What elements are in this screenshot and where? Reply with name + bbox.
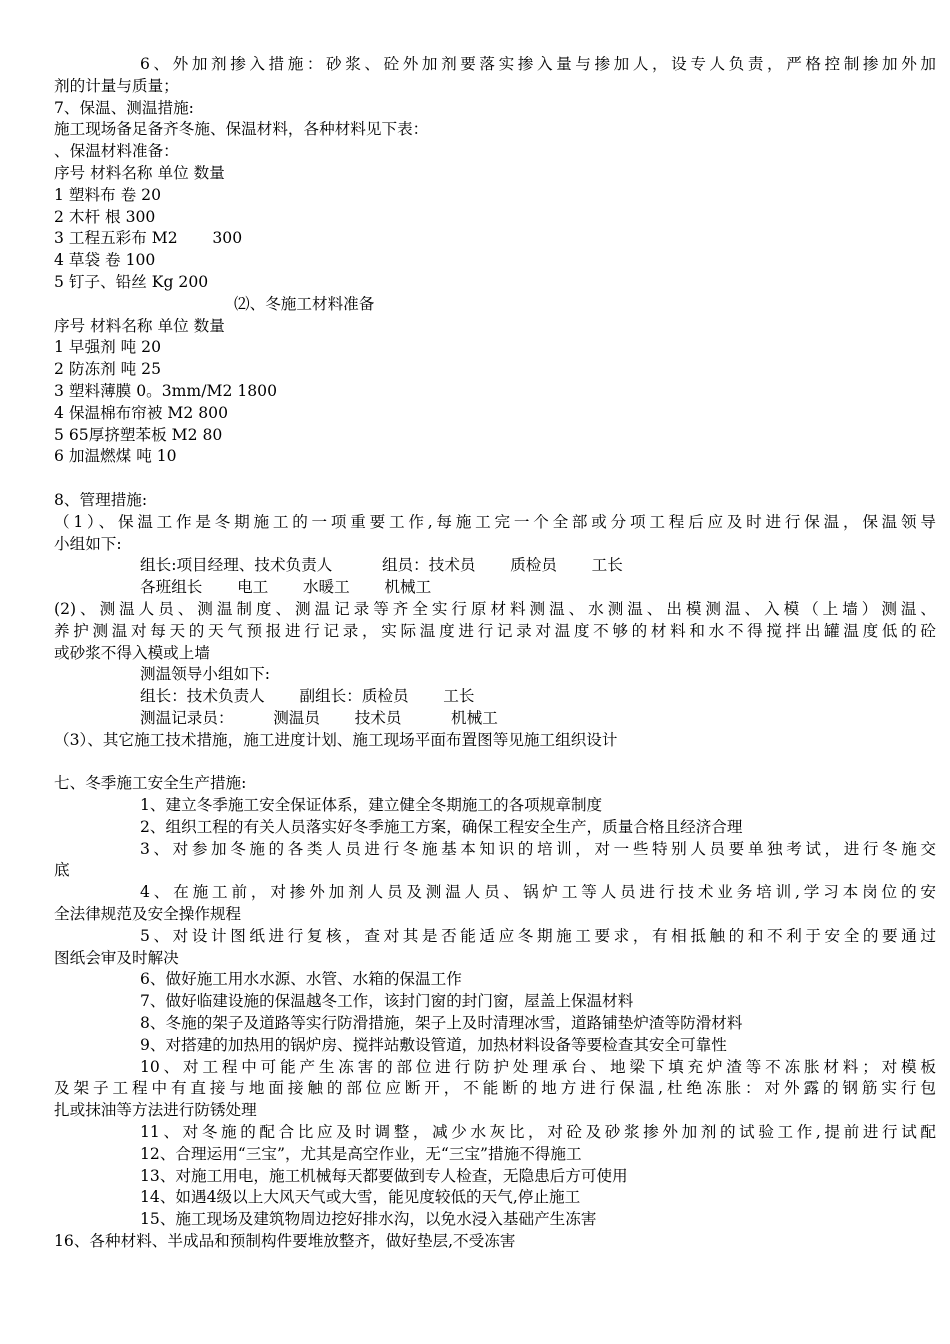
text-line: 2 木杆 根 300 <box>54 207 156 226</box>
text-line: 图纸会审及时解决 <box>54 948 179 967</box>
text-line: 序号 材料名称 单位 数量 <box>54 316 225 335</box>
text-line: 全法律规范及安全操作规程 <box>54 905 242 924</box>
text-line: 6、做好施工用水水源、水管、水箱的保温工作 <box>140 970 462 989</box>
text-line: 7、做好临建设施的保温越冬工作，该封门窗的封门窗，屋盖上保温材料 <box>140 992 634 1011</box>
text-line: 施工现场备足备齐冬施、保温材料，各种材料见下表： <box>54 120 429 139</box>
text-line: 或砂浆不得入模或上墙 <box>54 643 210 662</box>
text-line: 测温记录员： 测温员 技术员 机械工 <box>140 708 498 727</box>
text-line: 2、组织工程的有关人员落实好冬季施工方案，确保工程安全生产，质量合格且经济合理 <box>140 817 743 836</box>
text-line: 14、如遇4级以上大风天气或大雪，能见度较低的天气,停止施工 <box>140 1188 581 1207</box>
text-line: 11、对冬施的配合比应及时调整，减少水灰比，对砼及砂浆掺外加剂的试验工作,提前进行试配 <box>140 1123 936 1142</box>
text-line: 3、对参加冬施的各类人员进行冬施基本知识的培训，对一些特别人员要单独考试，进行冬施交 <box>140 839 936 858</box>
text-line: 2 防冻剂 吨 25 <box>54 360 162 379</box>
text-line: 5、对设计图纸进行复核，查对其是否能适应冬期施工要求，有相抵触的和不利于安全的要通过 <box>140 926 936 945</box>
text-line: 1、建立冬季施工安全保证体系，建立健全冬期施工的各项规章制度 <box>140 796 603 815</box>
blank-line <box>54 468 936 490</box>
text-line: 13、对施工用电，施工机械每天都要做到专人检查，无隐患后方可使用 <box>140 1166 628 1185</box>
text-line: 15、施工现场及建筑物周边挖好排水沟，以免水浸入基础产生冻害 <box>140 1210 597 1229</box>
text-line: 3 工程五彩布 M2 300 <box>54 229 243 248</box>
text-line: 5 65厚挤塑苯板 M2 80 <box>54 425 223 444</box>
text-line: 底 <box>54 861 70 880</box>
text-line: 4 保温棉布帘被 M2 800 <box>54 403 229 422</box>
text-line: 扎或抹油等方法进行防锈处理 <box>54 1101 257 1120</box>
text-line: 3 塑料薄膜 0。3mm/M2 1800 <box>54 381 278 400</box>
text-line: 1 早强剂 吨 20 <box>54 338 162 357</box>
text-line: 12、合理运用“三宝”，尤其是高空作业，无“三宝”措施不得施工 <box>140 1144 582 1163</box>
text-line: 组长:项目经理、技术负责人 组员：技术员 质检员 工长 <box>140 556 623 575</box>
text-line: 七、冬季施工安全生产措施: <box>54 774 247 793</box>
text-line: 8、冬施的架子及道路等实行防滑措施，架子上及时清理冰雪，道路铺垫炉渣等防滑材料 <box>140 1014 743 1033</box>
text-line: 9、对搭建的加热用的锅炉房、搅拌站敷设管道，加热材料设备等要检查其安全可靠性 <box>140 1035 727 1054</box>
text-line: 、保温材料准备： <box>54 142 179 161</box>
text-line: 4 草袋 卷 100 <box>54 251 156 270</box>
text-line: 1 塑料布 卷 20 <box>54 185 162 204</box>
text-line: 6、外加剂掺入措施：砂浆、砼外加剂要落实掺入量与掺加人，设专人负责，严格控制掺加外加 <box>140 55 936 73</box>
text-line: 序号 材料名称 单位 数量 <box>54 163 225 182</box>
text-line: 7、保温、测温措施: <box>54 98 194 117</box>
text-line: 剂的计量与质量； <box>54 76 179 95</box>
text-line: (2)、测温人员、测温制度、测温记录等齐全实行原材料测温、水测温、出模测温、入模（上墙）测温、 <box>54 599 936 618</box>
text-line: 4、在施工前，对掺外加剂人员及测温人员、锅炉工等人员进行技术业务培训,学习本岗位的安 <box>140 883 936 902</box>
text-line: 8、管理措施: <box>54 490 148 509</box>
text-line: （1）、保温工作是冬期施工的一项重要工作,每施工完一个全部或分项工程后应及时进行保温，保温领导 <box>54 512 936 531</box>
text-line: 组长：技术负责人 副组长：质检员 工长 <box>140 687 475 706</box>
text-line: 6 加温燃煤 吨 10 <box>54 447 177 466</box>
text-line: 16、各种材料、半成品和预制构件要堆放整齐，做好垫层,不受冻害 <box>54 1232 516 1251</box>
text-line: 各班组长 电工 水暖工 机械工 <box>140 578 432 597</box>
text-line: 及架子工程中有直接与地面接触的部位应断开，不能断的地方进行保温,杜绝冻胀：对外露的钢筋实行包 <box>54 1079 936 1098</box>
text-line: 小组如下: <box>54 534 122 553</box>
text-line: 10、对工程中可能产生冻害的部位进行防护处理承台、地梁下填充炉渣等不冻胀材料；对模板 <box>140 1057 936 1076</box>
blank-line <box>54 752 936 774</box>
text-line: 养护测温对每天的天气预报进行记录，实际温度进行记录对温度不够的材料和水不得搅拌出罐温度低的砼 <box>54 621 936 640</box>
text-line: （3）、其它施工技术措施，施工进度计划、施工现场平面布置图等见施工组织设计 <box>54 730 618 749</box>
text-line: ⑵、冬施工材料准备 <box>234 294 375 313</box>
text-line: 测温领导小组如下: <box>140 665 271 684</box>
text-line: 5 钉子、铅丝 Kg 200 <box>54 272 209 291</box>
